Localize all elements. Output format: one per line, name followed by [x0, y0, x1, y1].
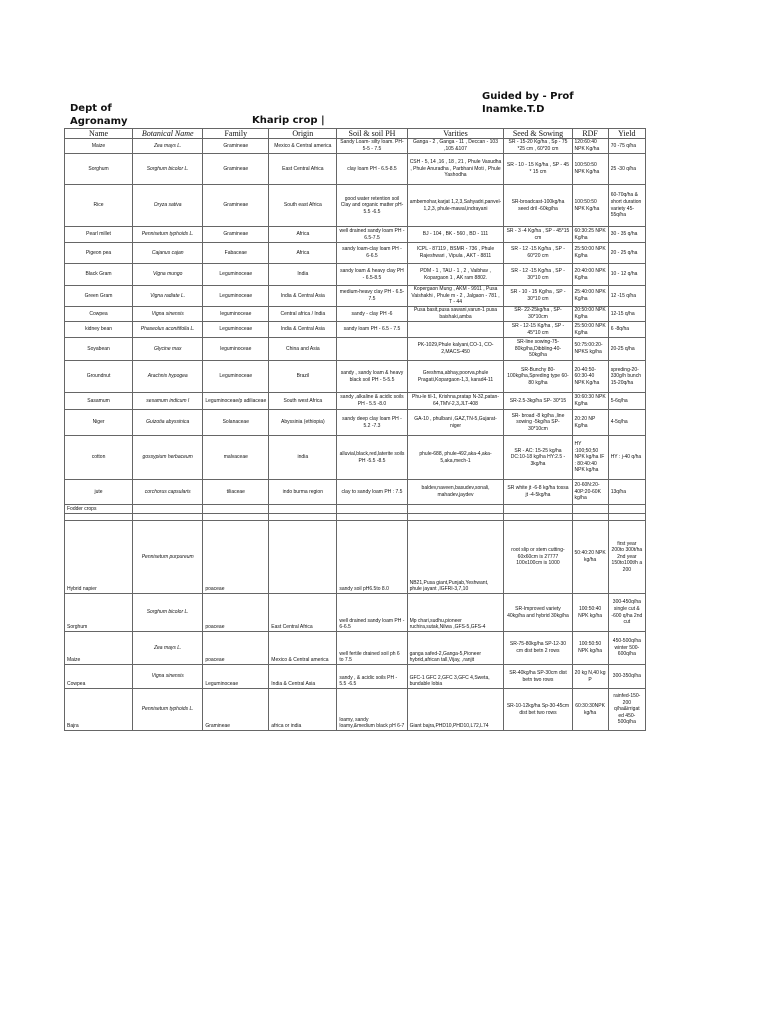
cell-botanical: Vigna sinensis: [133, 307, 203, 322]
cell-family: Leguminoceae: [203, 286, 269, 307]
table-row: [65, 338, 646, 361]
empty-cell: [269, 514, 337, 521]
cell-name: Niger: [65, 410, 133, 436]
cell-family: Gramineae: [203, 185, 269, 227]
cell-varieties: Greshma,abhay,poorva,phule Pragati,Kopargaon-1,3, karad4-11: [407, 361, 504, 393]
cell-rdf: 50:75:00:20- NPKS kg/ha: [572, 338, 608, 361]
cell-botanical: Guizotia abyssinica: [133, 410, 203, 436]
table-row: [65, 689, 646, 731]
cell-varieties: [407, 322, 504, 338]
cell-yield: 30 - 35 q/ha: [608, 227, 645, 243]
cell-rdf: 20:20 NP Kg/ha: [572, 410, 608, 436]
cell-yield: 450-500q/ha winter 500-600q/ha: [608, 632, 645, 665]
empty-cell: [504, 514, 572, 521]
empty-cell: [203, 514, 269, 521]
cell-seed: SR - 12 -15 Kg/ha , SP - 60*20 cm: [504, 243, 572, 264]
cell-rdf: 50:40:20 NPK kg/ha: [572, 521, 608, 594]
table-row: [65, 410, 646, 436]
cell-origin: [269, 521, 337, 594]
cell-rdf: 120:60:40 NPK Kg/ha: [572, 139, 608, 154]
cell-botanical: Phaseolus aconitifolia L.: [133, 322, 203, 338]
cell-botanical: Sorghum bicolor L.: [133, 594, 203, 632]
empty-cell: [203, 505, 269, 514]
cell-yield: first year 200to 300t/ha 2nd year 150to100t/h a 200: [608, 521, 645, 594]
column-header: Family: [203, 129, 269, 139]
section-row: [65, 505, 646, 514]
cell-seed: SR- broad -8 kg/ha ,line sowing -5kg/ha SP- 30*10cm: [504, 410, 572, 436]
cell-yield: 300-450q/ha single cut & -600 q/ha 2nd cut: [608, 594, 645, 632]
cell-seed: SR-line sowing-75-80kg/ha,Dibbling-40-50kg/ha: [504, 338, 572, 361]
cell-varieties: PK-1029,Phule kalyani,CO-1, CO-2,MACS-450: [407, 338, 504, 361]
cell-rdf: 100:50:50 NPK Kg/ha: [572, 185, 608, 227]
cell-botanical: Zea mays L.: [133, 632, 203, 665]
cell-name: Sorghum: [65, 594, 133, 632]
column-header: Origin: [269, 129, 337, 139]
cell-seed: SR-2.5-3kg/ha SP- 30*15: [504, 393, 572, 410]
cell-seed: SR-75-80kg/ha SP-12-30 cm dist betn 2 rows: [504, 632, 572, 665]
empty-cell: [269, 505, 337, 514]
cell-name: Pearl millet: [65, 227, 133, 243]
cell-rdf: 20:40:00 NPK Kg/ha: [572, 264, 608, 286]
cell-yield: 20-25 q/ha: [608, 338, 645, 361]
cell-seed: SR-broadcast-100kg/ha seed dril -60kg/ha: [504, 185, 572, 227]
cell-varieties: Pusa basit,pusa sawani,varun-1 pusa baishaki,amba: [407, 307, 504, 322]
cell-botanical: Arachnis hypogea: [133, 361, 203, 393]
cell-seed: SR-Bunchy 80-100kg/ha,Spreding type 60-80 kg/ha: [504, 361, 572, 393]
cell-botanical: Oryza sativa: [133, 185, 203, 227]
cell-yield: 10 - 12 q/ha: [608, 264, 645, 286]
cell-name: Groundnut: [65, 361, 133, 393]
cell-varieties: ganga safed-2,Ganga-5,Pioneer hybrid,african tall,Vijay, ,ranjit: [407, 632, 504, 665]
empty-cell: [608, 514, 645, 521]
cell-botanical: Cajanus cajan: [133, 243, 203, 264]
table-row: [65, 264, 646, 286]
cell-family: Leguminoceae/p adiliaceae: [203, 393, 269, 410]
cell-soil: sandy ,alkaline & acidic soils PH - 5.5 -8.0: [337, 393, 407, 410]
cell-soil: clay loam PH - 6.5-8.5: [337, 154, 407, 185]
cell-origin: Africa: [269, 243, 337, 264]
cell-soil: well fertile drained soil ph 6 to 7.5: [337, 632, 407, 665]
cell-origin: East Central Africa: [269, 154, 337, 185]
cell-varieties: phule-688, phule-492,aka-4,aka-5,aka,mech-1: [407, 436, 504, 480]
cell-origin: india: [269, 436, 337, 480]
cell-origin: India & Central Asia: [269, 665, 337, 689]
cell-yield: 6 -8q/ha: [608, 322, 645, 338]
column-header: Yield: [608, 129, 645, 139]
cell-origin: Abyssinia (ethiopia): [269, 410, 337, 436]
cell-soil: good water retention soil Clay and organic matter pH-5.5 -6.5: [337, 185, 407, 227]
cell-origin: India: [269, 264, 337, 286]
table-row: [65, 665, 646, 689]
cell-origin: Mexico & Central america: [269, 632, 337, 665]
column-header: Varities: [407, 129, 504, 139]
cell-seed: SR - 15-20 Kg/ha , Sp - 75 *25 cm , 60*20 cm: [504, 139, 572, 154]
cell-seed: SR-40kg/ha SP-30cm dist betn two rows: [504, 665, 572, 689]
cell-seed: root slip or stem cutting- 60x60cm is 27777 100x100cm is 1000: [504, 521, 572, 594]
cell-rdf: 25:40:00 NPK Kg/ha: [572, 286, 608, 307]
cell-rdf: 20 kg N,40 kg P: [572, 665, 608, 689]
empty-cell: [407, 505, 504, 514]
empty-cell: [65, 514, 133, 521]
cell-varieties: BJ - 104 , BK - 560 , BD - 111: [407, 227, 504, 243]
guided-by-text: Guided by - Prof Inamke.T.D: [482, 91, 574, 115]
table-row: [65, 286, 646, 307]
empty-cell: [572, 505, 608, 514]
cell-family: poaceae: [203, 521, 269, 594]
cell-family: leguminoceae: [203, 338, 269, 361]
column-header: Botanical Name: [133, 129, 203, 139]
column-header: RDF: [572, 129, 608, 139]
cell-name: Soyabean: [65, 338, 133, 361]
cell-rdf: 100:50:40 NPK kg/ha: [572, 594, 608, 632]
cell-origin: India & Central Asia: [269, 322, 337, 338]
cell-soil: clay to sandy loam PH : 7.5: [337, 480, 407, 505]
cell-family: Gramineae: [203, 227, 269, 243]
cell-rdf: 20-60N:20-40P:20-60K kg/ha: [572, 480, 608, 505]
cell-soil: sandy deep clay loam PH - 5.2 -7.3: [337, 410, 407, 436]
cell-name: Bajra: [65, 689, 133, 731]
cell-name: Rice: [65, 185, 133, 227]
cell-soil: sandy loam-clay loam PH - 6-6.5: [337, 243, 407, 264]
table-row: [65, 307, 646, 322]
cell-family: Gramineae: [203, 139, 269, 154]
cell-origin: South east Africa: [269, 185, 337, 227]
cell-soil: sandy loam PH - 6.5 - 7.5: [337, 322, 407, 338]
table-row: [65, 139, 646, 154]
cell-seed: SR - 3 -4 Kg/ha , SP - 45*15 cm: [504, 227, 572, 243]
cell-origin: indo burma region: [269, 480, 337, 505]
table-row: [65, 521, 646, 594]
cell-soil: loamy, sandy loamy,&medium black pH 6-7: [337, 689, 407, 731]
table-row: [65, 154, 646, 185]
empty-cell: [504, 505, 572, 514]
cell-family: Leguminoceae: [203, 361, 269, 393]
cell-name: Black Gram: [65, 264, 133, 286]
table-row: [65, 436, 646, 480]
cell-yield: 25 -30 q/ha: [608, 154, 645, 185]
cell-yield: rainfed-150-200 q/ha&irrigat ed 450-500q/ha: [608, 689, 645, 731]
cell-varieties: GA-10 , phulbani ,GAZ,TN-5,Gujarat-niger: [407, 410, 504, 436]
cell-yield: HY : j-40 q/ha: [608, 436, 645, 480]
cell-family: Leguminoceae: [203, 322, 269, 338]
cell-rdf: 20:50:00 NPK Kg/ha: [572, 307, 608, 322]
cell-family: Leguminoceae: [203, 665, 269, 689]
cell-varieties: ambemohar,karjat 1,2,3,Sahyadri,panvel-1,2,3, phule-mawal,indrayani: [407, 185, 504, 227]
cell-botanical: Glycine max: [133, 338, 203, 361]
cell-varieties: Ganga - 2 , Ganga - 11 , Deccan - 103 ,105 &107: [407, 139, 504, 154]
cell-origin: Mexico & Central america: [269, 139, 337, 154]
cell-family: poaceae: [203, 594, 269, 632]
table-row: [65, 227, 646, 243]
department-title: Dept of Agronamy: [70, 103, 128, 127]
cell-rdf: 100:50:50 NPK Kg/ha: [572, 154, 608, 185]
cell-soil: sandy - clay PH -6: [337, 307, 407, 322]
empty-cell: [608, 505, 645, 514]
empty-cell: [407, 514, 504, 521]
table-row: [65, 480, 646, 505]
cell-family: Gramineae: [203, 154, 269, 185]
cell-soil: sandy loam & heavy clay PH - 6.5-8.5: [337, 264, 407, 286]
column-header: Seed & Sowing: [504, 129, 572, 139]
cell-family: Gramineae: [203, 689, 269, 731]
cell-soil: [337, 338, 407, 361]
cell-name: Pigeon pea: [65, 243, 133, 264]
table-header-row: [65, 129, 646, 139]
cell-origin: Africa: [269, 227, 337, 243]
cell-varieties: NB21,Pusa giant,Punjab,Yeshwant, phule jayant ,IGFRI-3,7,10: [407, 521, 504, 594]
cell-soil: well drained sandy loam PH - 6-6.5: [337, 594, 407, 632]
cell-rdf: 25:50:00 NPK Kg/ha: [572, 243, 608, 264]
cell-yield: 300-350q/ha: [608, 665, 645, 689]
cell-name: cotton: [65, 436, 133, 480]
table-row: [65, 185, 646, 227]
cell-origin: India & Central Asia: [269, 286, 337, 307]
cell-name: Sasamum: [65, 393, 133, 410]
section-label: Fodder crops: [65, 505, 133, 514]
table-row: [65, 632, 646, 665]
cell-name: Sorghum: [65, 154, 133, 185]
cell-name: kidney bean: [65, 322, 133, 338]
crop-title: Kharip crop |: [252, 115, 325, 126]
cell-varieties: ICPL - 87119 , BSMR - 736 , Phule Rajeshwari , Vipula , AKT - 8811: [407, 243, 504, 264]
cell-name: Cowpea: [65, 307, 133, 322]
column-header: Name: [65, 129, 133, 139]
cell-varieties: PDM - 1 , TAU - 1 , 2 , Vaibhav , Kopargaon 1 , AK ram 8802.: [407, 264, 504, 286]
cell-family: Solanaceae: [203, 410, 269, 436]
cell-varieties: Phu-le til-1, Krishna,pratap N-32,patan-64,TMV-2,3,JLT-408: [407, 393, 504, 410]
cell-soil: medium-heavy clay PH - 6.5-7.5: [337, 286, 407, 307]
cell-family: tiliaceae: [203, 480, 269, 505]
cell-yield: 20 - 25 q/ha: [608, 243, 645, 264]
cell-origin: China and Asia: [269, 338, 337, 361]
cell-seed: SR- 22-25kg/ha , SP- 30*10cm: [504, 307, 572, 322]
cell-botanical: Pennisetum purpureum: [133, 521, 203, 594]
cell-soil: sandy , & acidic soils PH - 5.5 -6.5: [337, 665, 407, 689]
cell-yield: 13q/ha: [608, 480, 645, 505]
cell-name: Maize: [65, 632, 133, 665]
cell-botanical: Pennisetum typhoids L.: [133, 227, 203, 243]
table-row: [65, 361, 646, 393]
cell-seed: SR - 10 - 15 Kg/ha , SP - 45 * 15 cm: [504, 154, 572, 185]
cell-soil: sandy , sandy loam & heavy black soil PH - 5-5.5: [337, 361, 407, 393]
cell-botanical: gossypium herbaceum: [133, 436, 203, 480]
cell-name: Cowpea: [65, 665, 133, 689]
cell-name: Green Gram: [65, 286, 133, 307]
cell-family: malvaceae: [203, 436, 269, 480]
cell-rdf: 25:50:00 NPK Kg/ha: [572, 322, 608, 338]
cell-rdf: 60:30:25 NPK Kg/ha: [572, 227, 608, 243]
cell-origin: africa or india: [269, 689, 337, 731]
cell-yield: 5-6q/ha: [608, 393, 645, 410]
cell-botanical: Vigna sinensis: [133, 665, 203, 689]
table-row: [65, 594, 646, 632]
cell-botanical: Sorghum bicolor L.: [133, 154, 203, 185]
cell-soil: well drained sandy loam PH - 6.5-7.5: [337, 227, 407, 243]
cell-name: Maize: [65, 139, 133, 154]
cell-botanical: corchorus capsularis: [133, 480, 203, 505]
blank-row: [65, 514, 646, 521]
table-row: [65, 393, 646, 410]
cell-soil: Sandy Loam- silty loam. PH-5-5 - 7.5: [337, 139, 407, 154]
column-header: Soil & soil PH: [337, 129, 407, 139]
cell-varieties: CSH - 5, 14 ,16 , 18 , 21 , Phule Vasudha , Phule Anuradha , Parbhani Moti , Phule Yashodha: [407, 154, 504, 185]
cell-rdf: 100:50:50 NPK kg/ha: [572, 632, 608, 665]
cell-name: jute: [65, 480, 133, 505]
empty-cell: [133, 514, 203, 521]
cell-name: Hybrid napier: [65, 521, 133, 594]
cell-family: poaceae: [203, 632, 269, 665]
cell-seed: SR-Improved variety 40kg/ha and hybrid 30kg/ha: [504, 594, 572, 632]
table-row: [65, 322, 646, 338]
cell-seed: SR-10-12kg/ha Sp-30-45cm dist bet two rows: [504, 689, 572, 731]
cell-yield: 70 -75 q/ha: [608, 139, 645, 154]
cell-varieties: baldev,naveen,basudev,sonali, mahadev,jaydev: [407, 480, 504, 505]
cell-origin: East Central Africa: [269, 594, 337, 632]
cell-yield: 60-70q/ha & short duration variety 45-55q/ha: [608, 185, 645, 227]
empty-cell: [133, 505, 203, 514]
cell-varieties: Kopergaon Mung , AKM - 9911 , Pusa Vaishakhi , Phule m - 2 , Jalgaon - 781 , T - 44: [407, 286, 504, 307]
cell-seed: SR white jt -6-8 kg/ha tossa jt -4-5kg/ha: [504, 480, 572, 505]
cell-rdf: 20-40:50-60:30-40 NPK Kg/ha: [572, 361, 608, 393]
cell-botanical: Zea mays L.: [133, 139, 203, 154]
empty-cell: [337, 514, 407, 521]
cell-yield: spreding-20-330g/h bunch 15-20q/ha: [608, 361, 645, 393]
cell-origin: South west Africa: [269, 393, 337, 410]
cell-origin: Central africa / India: [269, 307, 337, 322]
cell-yield: 12-15 q/ha: [608, 307, 645, 322]
cell-botanical: Vigna radiate L.: [133, 286, 203, 307]
empty-cell: [337, 505, 407, 514]
cell-varieties: Mp chari,sudhu,pioneer ruchira,sutak,Nilwa ,GFS-5,GFS-4: [407, 594, 504, 632]
cell-rdf: 30:60:30 NPK Kg/ha: [572, 393, 608, 410]
cell-rdf: 60:30:30NPK kg/ha: [572, 689, 608, 731]
cell-yield: 4-5q/ha: [608, 410, 645, 436]
cell-seed: SR - 12-15 Kg/ha , SP - 45*10 cm: [504, 322, 572, 338]
cell-botanical: Pennisetum typhoids L.: [133, 689, 203, 731]
cell-varieties: GFC-1 GFC 2,GFC 3,GFC 4,Sweta, bundable lobia: [407, 665, 504, 689]
cell-origin: Brazil: [269, 361, 337, 393]
cell-soil: alluvial,black,red,laterite soils PH -5.5 -8.5: [337, 436, 407, 480]
cell-seed: SR - 12 -15 Kg/ha , SP - 30*10 cm: [504, 264, 572, 286]
cell-family: Leguminoceae: [203, 264, 269, 286]
empty-cell: [572, 514, 608, 521]
cell-family: Fabaceae: [203, 243, 269, 264]
cell-botanical: Vigna mungo: [133, 264, 203, 286]
cell-family: leguminoceae: [203, 307, 269, 322]
table-row: [65, 243, 646, 264]
cell-botanical: sesamum indicum l: [133, 393, 203, 410]
cell-varieties: Giant bajra,PHD10,PHD10,L72,L74: [407, 689, 504, 731]
cell-yield: 12 -15 q/ha: [608, 286, 645, 307]
cell-seed: SR - AC: 15-25 kg/ha DC:10-18 kg/ha HY:2.5 - 3kg/ha: [504, 436, 572, 480]
cell-soil: sandy soil pH6.5to 8.0: [337, 521, 407, 594]
cell-seed: SR - 10 - 15 Kg/ha , SP - 30*10 cm: [504, 286, 572, 307]
crop-table: [64, 128, 646, 731]
cell-rdf: HY :100;50;50 NPK kg/ha IF : 80:40:40 NPK kg/ha: [572, 436, 608, 480]
